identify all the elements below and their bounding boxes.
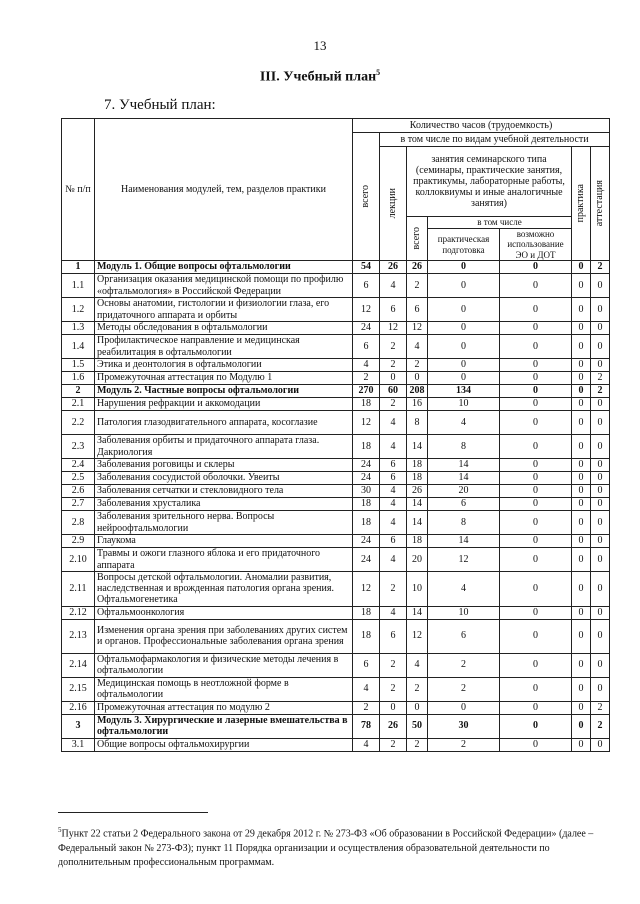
row-num: 2.15 <box>62 677 95 701</box>
table-row <box>62 498 610 511</box>
row-total: 18 <box>353 606 380 619</box>
row-practical-prep: 8 <box>428 511 500 535</box>
row-num: 3.1 <box>62 738 95 751</box>
table-row <box>62 398 610 411</box>
row-num: 1.5 <box>62 359 95 372</box>
row-num: 2 <box>62 385 95 398</box>
table-row <box>62 535 610 548</box>
row-eo-dot: 0 <box>500 435 572 459</box>
row-total: 12 <box>353 411 380 435</box>
row-seminars: 18 <box>407 459 428 472</box>
row-practice: 0 <box>572 372 591 385</box>
row-num: 2.16 <box>62 701 95 714</box>
row-eo-dot: 0 <box>500 548 572 572</box>
row-eo-dot: 0 <box>500 335 572 359</box>
table-row <box>62 359 610 372</box>
row-eo-dot: 0 <box>500 274 572 298</box>
row-eo-dot: 0 <box>500 738 572 751</box>
row-name: Модуль 2. Частные вопросы офтальмологии <box>95 385 353 398</box>
row-name: Профилактическое направление и медицинская реабилитация в офтальмологии <box>95 335 353 359</box>
row-seminars: 2 <box>407 274 428 298</box>
row-lectures: 2 <box>380 398 407 411</box>
header-practice <box>572 147 591 261</box>
row-practice: 0 <box>572 322 591 335</box>
footnote-mark: 5 <box>58 826 62 834</box>
footnote-ref: 5 <box>376 68 381 77</box>
row-eo-dot: 0 <box>500 572 572 607</box>
row-seminars: 2 <box>407 359 428 372</box>
table-row <box>62 261 610 274</box>
header-seminars: занятия семинарского типа (семинары, практические занятия, практикумы, лабораторные работы, коллоквиумы и иные аналогичные занятия) <box>407 147 572 217</box>
row-name: Заболевания сосудистой оболочки. Увеиты <box>95 472 353 485</box>
row-num: 2.7 <box>62 498 95 511</box>
row-seminars: 14 <box>407 606 428 619</box>
row-total: 4 <box>353 738 380 751</box>
row-total: 18 <box>353 398 380 411</box>
row-eo-dot: 0 <box>500 459 572 472</box>
row-lectures: 6 <box>380 535 407 548</box>
row-seminars: 4 <box>407 335 428 359</box>
row-practice: 0 <box>572 411 591 435</box>
table-row <box>62 653 610 677</box>
row-practical-prep: 0 <box>428 335 500 359</box>
row-attestation: 2 <box>591 372 610 385</box>
curriculum-table <box>61 118 610 752</box>
row-seminars: 26 <box>407 485 428 498</box>
row-num: 1.1 <box>62 274 95 298</box>
row-practical-prep: 20 <box>428 485 500 498</box>
row-practical-prep: 30 <box>428 714 500 738</box>
row-total: 2 <box>353 701 380 714</box>
row-practice: 0 <box>572 738 591 751</box>
header-total-text: всего <box>360 185 372 208</box>
row-attestation: 0 <box>591 359 610 372</box>
row-practical-prep: 12 <box>428 548 500 572</box>
table-row <box>62 606 610 619</box>
row-seminars: 18 <box>407 535 428 548</box>
header-lectures <box>380 147 407 261</box>
row-eo-dot: 0 <box>500 322 572 335</box>
row-practical-prep: 6 <box>428 498 500 511</box>
row-name: Заболевания зрительного нерва. Вопросы нейроофтальмологии <box>95 511 353 535</box>
row-seminars: 12 <box>407 619 428 653</box>
row-eo-dot: 0 <box>500 619 572 653</box>
row-practical-prep: 4 <box>428 411 500 435</box>
row-lectures: 4 <box>380 274 407 298</box>
table-row <box>62 472 610 485</box>
row-practical-prep: 0 <box>428 372 500 385</box>
row-attestation: 0 <box>591 619 610 653</box>
row-attestation: 0 <box>591 535 610 548</box>
header-practice-text: практика <box>575 184 587 223</box>
row-total: 24 <box>353 472 380 485</box>
row-practice: 0 <box>572 606 591 619</box>
row-practice: 0 <box>572 435 591 459</box>
row-lectures: 26 <box>380 714 407 738</box>
row-seminars: 10 <box>407 572 428 607</box>
row-num: 2.1 <box>62 398 95 411</box>
row-total: 12 <box>353 298 380 322</box>
table-row <box>62 738 610 751</box>
row-attestation: 0 <box>591 298 610 322</box>
row-lectures: 2 <box>380 572 407 607</box>
table-row <box>62 485 610 498</box>
curriculum-table-body <box>62 261 610 752</box>
row-lectures: 6 <box>380 619 407 653</box>
header-incl-types: в том числе по видам учебной деятельности <box>380 133 610 147</box>
section-title <box>0 68 640 86</box>
row-practical-prep: 0 <box>428 298 500 322</box>
row-lectures: 2 <box>380 653 407 677</box>
row-practical-prep: 8 <box>428 435 500 459</box>
row-name: Промежуточная аттестация по модулю 2 <box>95 701 353 714</box>
row-name: Этика и деонтология в офтальмологии <box>95 359 353 372</box>
row-attestation: 0 <box>591 274 610 298</box>
row-total: 18 <box>353 511 380 535</box>
row-lectures: 4 <box>380 435 407 459</box>
row-practical-prep: 14 <box>428 472 500 485</box>
row-seminars: 18 <box>407 472 428 485</box>
row-name: Методы обследования в офтальмологии <box>95 322 353 335</box>
row-seminars: 26 <box>407 261 428 274</box>
row-seminars: 50 <box>407 714 428 738</box>
row-lectures: 60 <box>380 385 407 398</box>
row-name: Травмы и ожоги глазного яблока и его придаточного аппарата <box>95 548 353 572</box>
footnote-divider <box>58 812 208 813</box>
row-eo-dot: 0 <box>500 485 572 498</box>
row-practical-prep: 14 <box>428 535 500 548</box>
row-name: Патология глазодвигательного аппарата, косоглазие <box>95 411 353 435</box>
row-lectures: 4 <box>380 548 407 572</box>
row-num: 2.14 <box>62 653 95 677</box>
row-lectures: 12 <box>380 322 407 335</box>
row-attestation: 0 <box>591 677 610 701</box>
row-num: 2.3 <box>62 435 95 459</box>
row-lectures: 6 <box>380 472 407 485</box>
table-row <box>62 435 610 459</box>
table-row <box>62 385 610 398</box>
table-row <box>62 274 610 298</box>
row-eo-dot: 0 <box>500 714 572 738</box>
row-practice: 0 <box>572 459 591 472</box>
row-practice: 0 <box>572 498 591 511</box>
row-name: Глаукома <box>95 535 353 548</box>
header-practical-prep: практическая подготовка <box>428 229 500 261</box>
row-practice: 0 <box>572 572 591 607</box>
table-row <box>62 548 610 572</box>
table-row <box>62 411 610 435</box>
row-practice: 0 <box>572 619 591 653</box>
row-seminars: 14 <box>407 498 428 511</box>
row-num: 2.12 <box>62 606 95 619</box>
row-name: Офтальмофармакология и физические методы лечения в офтальмологии <box>95 653 353 677</box>
row-attestation: 0 <box>591 606 610 619</box>
row-name: Заболевания сетчатки и стекловидного тела <box>95 485 353 498</box>
row-lectures: 0 <box>380 701 407 714</box>
row-eo-dot: 0 <box>500 298 572 322</box>
row-seminars: 2 <box>407 738 428 751</box>
row-eo-dot: 0 <box>500 472 572 485</box>
row-name: Изменения органа зрения при заболеваниях других систем и органов. Профессиональные заболевания органа зрения <box>95 619 353 653</box>
header-name: Наименования модулей, тем, разделов практики <box>95 119 353 261</box>
row-total: 24 <box>353 322 380 335</box>
row-lectures: 2 <box>380 335 407 359</box>
row-practical-prep: 2 <box>428 677 500 701</box>
header-sem-total <box>407 217 428 261</box>
row-practice: 0 <box>572 535 591 548</box>
row-num: 2.6 <box>62 485 95 498</box>
row-lectures: 6 <box>380 459 407 472</box>
row-attestation: 0 <box>591 548 610 572</box>
table-row <box>62 335 610 359</box>
table-row <box>62 619 610 653</box>
row-total: 6 <box>353 335 380 359</box>
row-practice: 0 <box>572 701 591 714</box>
row-name: Медицинская помощь в неотложной форме в офтальмологии <box>95 677 353 701</box>
row-num: 2.2 <box>62 411 95 435</box>
row-lectures: 2 <box>380 677 407 701</box>
row-practice: 0 <box>572 548 591 572</box>
row-seminars: 6 <box>407 298 428 322</box>
row-eo-dot: 0 <box>500 411 572 435</box>
page-number: 13 <box>313 38 327 53</box>
row-lectures: 4 <box>380 606 407 619</box>
row-name: Модуль 1. Общие вопросы офтальмологии <box>95 261 353 274</box>
row-seminars: 0 <box>407 372 428 385</box>
row-name: Модуль 3. Хирургические и лазерные вмешательства в офтальмологии <box>95 714 353 738</box>
row-attestation: 2 <box>591 714 610 738</box>
row-num: 1 <box>62 261 95 274</box>
row-num: 2.13 <box>62 619 95 653</box>
row-practical-prep: 134 <box>428 385 500 398</box>
row-eo-dot: 0 <box>500 511 572 535</box>
row-name: Промежуточная аттестация по Модулю 1 <box>95 372 353 385</box>
row-practical-prep: 14 <box>428 459 500 472</box>
row-practice: 0 <box>572 714 591 738</box>
row-attestation: 0 <box>591 472 610 485</box>
row-attestation: 2 <box>591 261 610 274</box>
row-lectures: 2 <box>380 359 407 372</box>
row-seminars: 2 <box>407 677 428 701</box>
header-num: № п/п <box>62 119 95 261</box>
row-name: Офтальмоонкология <box>95 606 353 619</box>
table-row <box>62 511 610 535</box>
row-lectures: 26 <box>380 261 407 274</box>
table-row <box>62 322 610 335</box>
row-seminars: 14 <box>407 511 428 535</box>
row-practical-prep: 2 <box>428 738 500 751</box>
row-total: 6 <box>353 653 380 677</box>
row-total: 12 <box>353 572 380 607</box>
row-seminars: 20 <box>407 548 428 572</box>
row-eo-dot: 0 <box>500 498 572 511</box>
row-practical-prep: 10 <box>428 606 500 619</box>
row-attestation: 0 <box>591 738 610 751</box>
row-attestation: 0 <box>591 322 610 335</box>
header-incl: в том числе <box>428 217 572 229</box>
row-practical-prep: 2 <box>428 653 500 677</box>
row-total: 24 <box>353 459 380 472</box>
row-practical-prep: 10 <box>428 398 500 411</box>
header-attestation <box>591 147 610 261</box>
row-seminars: 0 <box>407 701 428 714</box>
row-name: Заболевания хрусталика <box>95 498 353 511</box>
row-attestation: 0 <box>591 398 610 411</box>
row-total: 30 <box>353 485 380 498</box>
table-row <box>62 701 610 714</box>
row-practice: 0 <box>572 485 591 498</box>
row-practical-prep: 0 <box>428 701 500 714</box>
row-attestation: 2 <box>591 701 610 714</box>
row-name: Основы анатомии, гистологии и физиологии глаза, его придаточного аппарата и орбиты <box>95 298 353 322</box>
row-attestation: 0 <box>591 459 610 472</box>
row-attestation: 0 <box>591 485 610 498</box>
row-attestation: 2 <box>591 385 610 398</box>
row-practice: 0 <box>572 274 591 298</box>
row-num: 1.2 <box>62 298 95 322</box>
row-practice: 0 <box>572 511 591 535</box>
section-title-text: III. Учебный план <box>259 69 377 85</box>
row-total: 18 <box>353 498 380 511</box>
row-eo-dot: 0 <box>500 653 572 677</box>
row-eo-dot: 0 <box>500 606 572 619</box>
row-num: 2.10 <box>62 548 95 572</box>
footnote <box>58 825 618 871</box>
row-attestation: 0 <box>591 435 610 459</box>
row-lectures: 4 <box>380 411 407 435</box>
row-attestation: 0 <box>591 498 610 511</box>
row-total: 78 <box>353 714 380 738</box>
row-lectures: 4 <box>380 498 407 511</box>
row-num: 2.4 <box>62 459 95 472</box>
row-seminars: 4 <box>407 653 428 677</box>
header-total <box>353 133 380 261</box>
row-num: 1.3 <box>62 322 95 335</box>
row-total: 24 <box>353 535 380 548</box>
header-lectures-text: лекции <box>387 188 399 219</box>
row-num: 2.9 <box>62 535 95 548</box>
row-practice: 0 <box>572 472 591 485</box>
row-total: 4 <box>353 677 380 701</box>
row-total: 2 <box>353 372 380 385</box>
table-row <box>62 677 610 701</box>
row-attestation: 0 <box>591 511 610 535</box>
row-practice: 0 <box>572 677 591 701</box>
table-row <box>62 459 610 472</box>
row-practice: 0 <box>572 359 591 372</box>
row-seminars: 8 <box>407 411 428 435</box>
header-eo-dot: возможно использование ЭО и ДОТ <box>500 229 572 261</box>
row-eo-dot: 0 <box>500 701 572 714</box>
row-practice: 0 <box>572 298 591 322</box>
table-row <box>62 572 610 607</box>
row-name: Вопросы детской офтальмологии. Аномалии развития, наследственная и врожденная патология органа зрения. Офтальмогенетика <box>95 572 353 607</box>
row-attestation: 0 <box>591 572 610 607</box>
row-eo-dot: 0 <box>500 398 572 411</box>
row-total: 270 <box>353 385 380 398</box>
row-practical-prep: 0 <box>428 261 500 274</box>
row-seminars: 12 <box>407 322 428 335</box>
row-name: Общие вопросы офтальмохирургии <box>95 738 353 751</box>
table-row <box>62 372 610 385</box>
row-total: 18 <box>353 619 380 653</box>
row-practice: 0 <box>572 335 591 359</box>
row-practical-prep: 0 <box>428 322 500 335</box>
row-num: 2.8 <box>62 511 95 535</box>
row-total: 18 <box>353 435 380 459</box>
row-num: 2.11 <box>62 572 95 607</box>
row-lectures: 4 <box>380 511 407 535</box>
row-attestation: 0 <box>591 653 610 677</box>
row-seminars: 14 <box>407 435 428 459</box>
row-practice: 0 <box>572 398 591 411</box>
row-attestation: 0 <box>591 335 610 359</box>
row-num: 1.4 <box>62 335 95 359</box>
header-hours: Количество часов (трудоемкость) <box>353 119 610 133</box>
row-practical-prep: 4 <box>428 572 500 607</box>
row-attestation: 0 <box>591 411 610 435</box>
row-seminars: 16 <box>407 398 428 411</box>
row-num: 2.5 <box>62 472 95 485</box>
row-eo-dot: 0 <box>500 372 572 385</box>
row-lectures: 6 <box>380 298 407 322</box>
row-practice: 0 <box>572 653 591 677</box>
row-name: Организация оказания медицинской помощи по профилю «офтальмология» в Российской Федерации <box>95 274 353 298</box>
row-practical-prep: 6 <box>428 619 500 653</box>
row-total: 6 <box>353 274 380 298</box>
subtitle: 7. Учебный план: <box>104 97 216 113</box>
row-total: 24 <box>353 548 380 572</box>
row-num: 1.6 <box>62 372 95 385</box>
row-num: 3 <box>62 714 95 738</box>
row-name: Заболевания роговицы и склеры <box>95 459 353 472</box>
header-sem-total-text: всего <box>411 227 423 250</box>
row-name: Заболевания орбиты и придаточного аппарата глаза. Дакриология <box>95 435 353 459</box>
row-seminars: 208 <box>407 385 428 398</box>
table-row <box>62 714 610 738</box>
table-row <box>62 298 610 322</box>
row-lectures: 2 <box>380 738 407 751</box>
row-practical-prep: 0 <box>428 274 500 298</box>
header-attestation-text: аттестация <box>594 180 606 227</box>
row-name: Нарушения рефракции и аккомодации <box>95 398 353 411</box>
row-practical-prep: 0 <box>428 359 500 372</box>
row-eo-dot: 0 <box>500 385 572 398</box>
row-lectures: 4 <box>380 485 407 498</box>
footnote-text: Пункт 22 статьи 2 Федерального закона от 29 декабря 2012 г. № 273-ФЗ «Об образовании в Российской Федерации» (далее – Федеральный закон № 273-ФЗ); пункт 11 Порядка организации и осуществления образовательной деятельности по дополнительным профессиональным программам. <box>58 828 594 869</box>
row-eo-dot: 0 <box>500 535 572 548</box>
row-lectures: 0 <box>380 372 407 385</box>
row-eo-dot: 0 <box>500 261 572 274</box>
row-eo-dot: 0 <box>500 677 572 701</box>
row-total: 4 <box>353 359 380 372</box>
row-practice: 0 <box>572 261 591 274</box>
row-eo-dot: 0 <box>500 359 572 372</box>
row-practice: 0 <box>572 385 591 398</box>
row-total: 54 <box>353 261 380 274</box>
